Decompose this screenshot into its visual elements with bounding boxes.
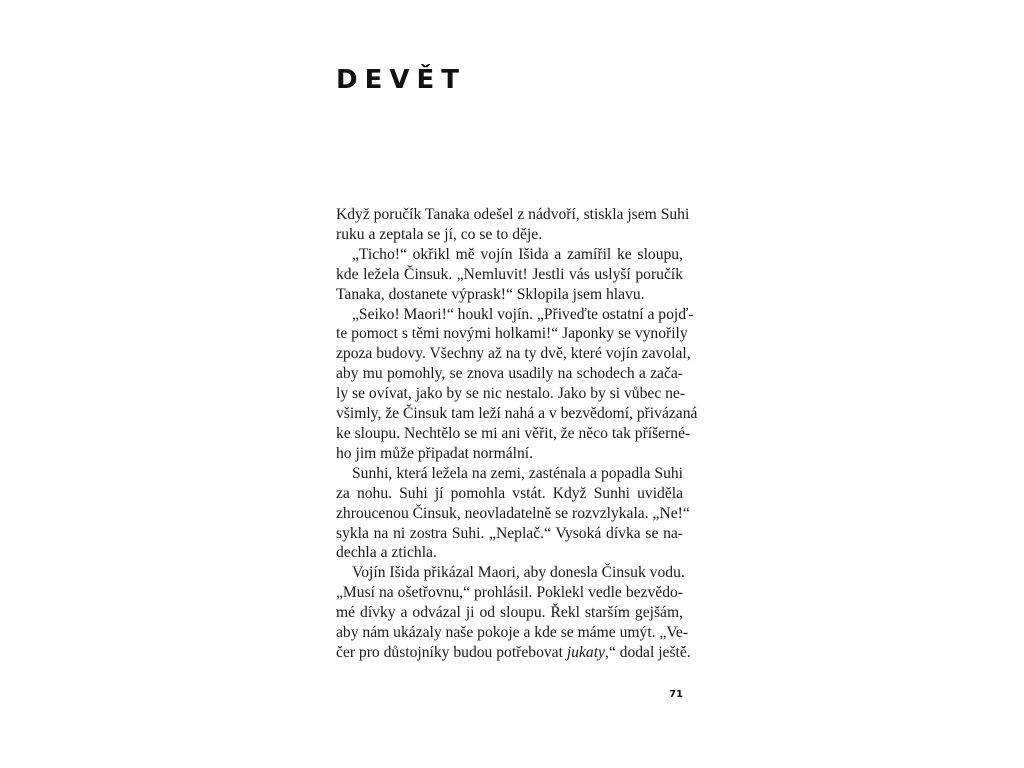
text-segment: ,“ dodal ještě. [604,643,691,661]
text-segment: čer pro důstojníky budou potřebovat [336,643,567,661]
text-line: dechla a ztichla. [336,544,437,562]
text-line: „Seiko! Maori!“ houkl vojín. „Přiveďte ostatní a pojď- [352,305,694,323]
text-line: sykla na ni zostra Suhi. „Neplač.“ Vysoká dívka se na- [336,524,683,542]
text-line: zpoza budovy. Všechny až na ty dvě, které vojín zavolal, [336,345,691,363]
text-line: Tanaka, dostanete výprask!“ Sklopila jsem hlavu. [336,285,645,303]
text-line: te pomoct s těmi novými holkami!“ Japonky se vynořily [336,325,688,343]
text-line: Sunhi, která ležela na zemi, zasténala a popadla Suhi [352,464,683,482]
text-line: „Ticho!“ okřikl mě vojín Išida a zamířil ke sloupu, [352,245,683,263]
page-number: 71 [669,689,683,700]
text-line: „Musí na ošetřovnu,“ prohlásil. Poklekl vedle bezvědo- [336,584,683,602]
text-line: mé dívky a odvázal ji od sloupu. Řekl starším gejšám, [336,604,683,622]
text-line: kde ležela Činsuk. „Nemluvit! Jestli vás uslyší poručík [336,265,683,283]
text-line: za nohu. Suhi jí pomohla vstát. Když Sunhi uviděla [336,484,683,502]
text-line: ly se ovívat, jako by se nic nestalo. Jako by si vůbec ne- [336,385,686,403]
text-line: aby mu pomohly, se znova usadily na schodech a zača- [336,365,683,383]
chapter-title: DEVĚT [336,65,466,95]
text-line: zhroucenou Činsuk, neovladatelně se rozvzlykala. „Ne!“ [336,504,690,522]
italic-word: jukaty [566,643,605,661]
text-line: aby nám ukázaly naše pokoje a kde se máme umýt. „Ve- [336,624,689,642]
text-line: Vojín Išida přikázal Maori, aby donesla Činsuk vodu. [352,564,685,582]
text-line: ho jim může připadat normální. [336,444,534,462]
text-line: všimly, že Činsuk tam leží nahá a v bezvědomí, přivázaná [336,405,698,423]
text-line-final [336,643,691,663]
text-line: ruku a zeptala se jí, co se to děje. [336,225,543,243]
text-line: Když poručík Tanaka odešel z nádvoří, stiskla jsem Suhi [336,206,690,223]
text-line: ke sloupu. Nechtělo se mi ani věřit, že něco tak příšerné- [336,424,691,442]
chapter-body [336,205,698,663]
